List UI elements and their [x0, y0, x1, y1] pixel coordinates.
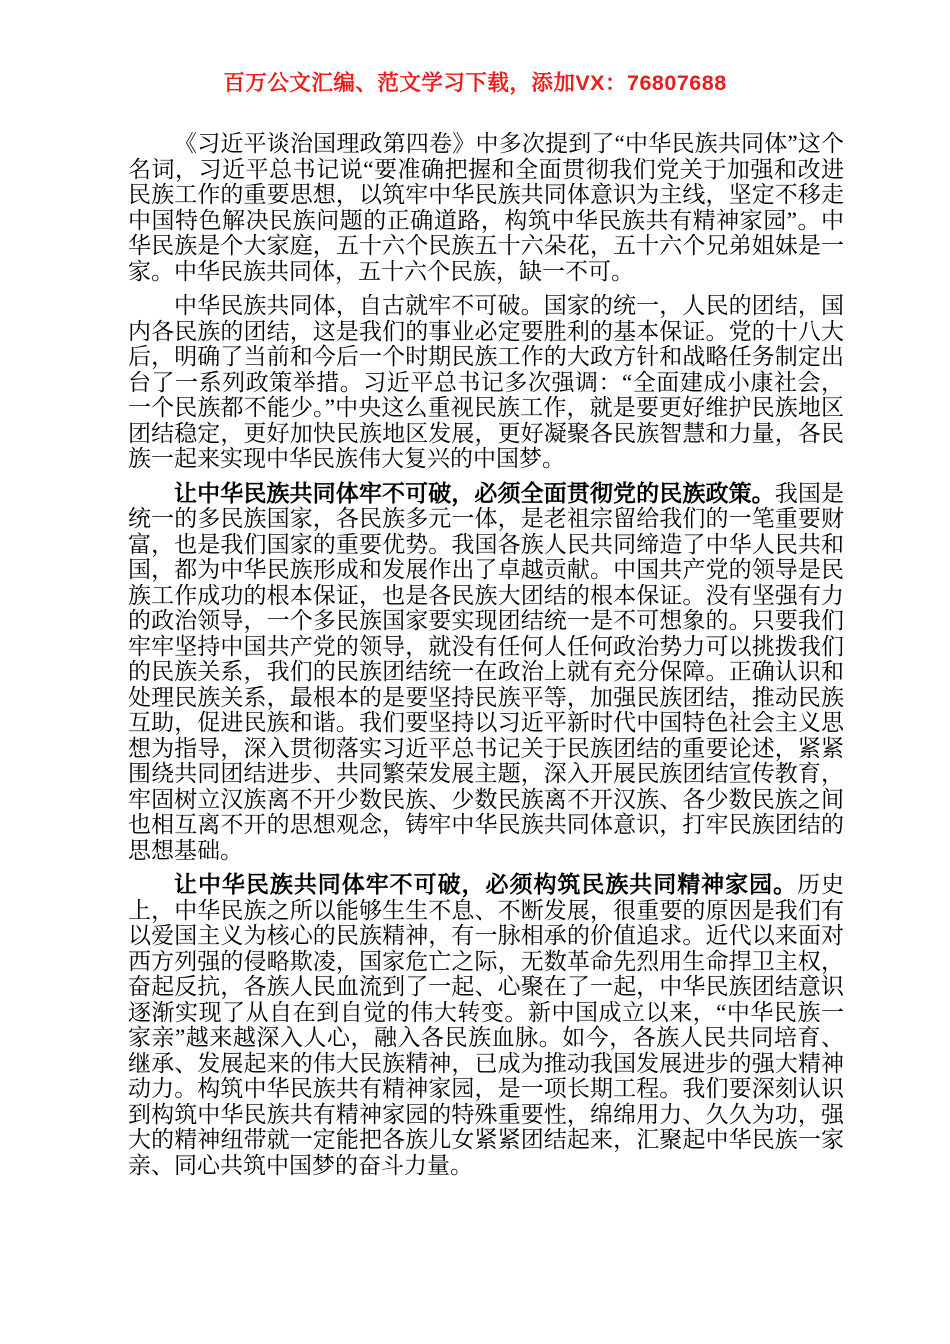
paragraph-spiritual-home [128, 872, 844, 1178]
paragraph-text: 中华民族共同体，自古就牢不可破。国家的统一，人民的团结，国内各民族的团结，这是我们的事业必定要胜利的基本保证。党的十八大后，明确了当前和今后一个时期民族工作的大政方针和战略任务制定出台了一系列政策举措。习近平总书记多次强调：“全面建成小康社会，一个民族都不能少。”中央这么重视民族工作，就是要更好维护民族地区团结稳定，更好加快民族地区发展，更好凝聚各民族智慧和力量，各民族一起来实现中华民族伟大复兴的中国梦。 [128, 293, 844, 471]
promo-header: 百万公文汇编、范文学习下载，添加VX：76807688 [223, 71, 727, 95]
document-body [128, 131, 844, 1178]
paragraph-lead: 让中华民族共同体牢不可破，必须全面贯彻党的民族政策。 [174, 480, 775, 506]
paragraph-text: 我国是统一的多民族国家，各民族多元一体，是老祖宗留给我们的一笔重要财富，也是我们国家的重要优势。我国各族人民共同缔造了中华人民共和国，都为中华民族形成和发展作出了卓越贡献。中国共产党的领导是民族工作成功的根本保证，也是各民族大团结的根本保证。没有坚强有力的政治领导，一个多民族国家要实现团结统一是不可想象的。只要我们牢牢坚持中国共产党的领导，就没有任何人任何政治势力可以挑拨我们的民族关系，我们的民族团结统一在政治上就有充分保障。正确认识和处理民族关系，最根本的是要坚持民族平等，加强民族团结，推动民族互助，促进民族和谐。我们要坚持以习近平新时代中国特色社会主义思想为指导，深入贯彻落实习近平总书记关于民族团结的重要论述，紧紧围绕共同团结进步、共同繁荣发展主题，深入开展民族团结宣传教育，牢固树立汉族离不开少数民族、少数民族离不开汉族、各少数民族之间也相互离不开的思想观念，铸牢中华民族共同体意识，打牢民族团结的思想基础。 [128, 480, 845, 863]
paragraph-ethnic-policy [128, 481, 844, 864]
paragraph-unbreakable-community [128, 293, 844, 472]
paragraph-text: 《习近平谈治国理政第四卷》中多次提到了“中华民族共同体”这个名词，习近平总书记说“要准确把握和全面贯彻我们党关于加强和改进民族工作的重要思想，以筑牢中华民族共同体意识为主线，坚定不移走中国特色解决民族问题的正确道路，构筑中华民族共有精神家园”。中华民族是个大家庭，五十六个民族五十六朵花，五十六个兄弟姐妹是一家。中华民族共同体，五十六个民族，缺一不可。 [128, 131, 844, 284]
paragraph-lead: 让中华民族共同体牢不可破，必须构筑民族共同精神家园。 [174, 872, 798, 897]
paragraph-text: 历史上，中华民族之所以能够生生不息、不断发展，很重要的原因是我们有以爱国主义为核心的民族精神，有一脉相承的价值追求。近代以来面对西方列强的侵略欺凌，国家危亡之际，无数革命先烈用生命捍卫主权，奋起反抗，各族人民血流到了一起、心聚在了一起，中华民族团结意识逐渐实现了从自在到自觉的伟大转变。新中国成立以来，“中华民族一家亲”越来越深入人心，融入各民族血脉。如今，各族人民共同培育、继承、发展起来的伟大民族精神，已成为推动我国发展进步的强大精神动力。构筑中华民族共有精神家园，是一项长期工程。我们要深刻认识到构筑中华民族共有精神家园的特殊重要性，绵绵用力、久久为功，强大的精神纽带就一定能把各族儿女紧紧团结起来，汇聚起中华民族一家亲、同心共筑中国梦的奋斗力量。 [128, 872, 845, 1178]
paragraph-intro [128, 131, 844, 284]
